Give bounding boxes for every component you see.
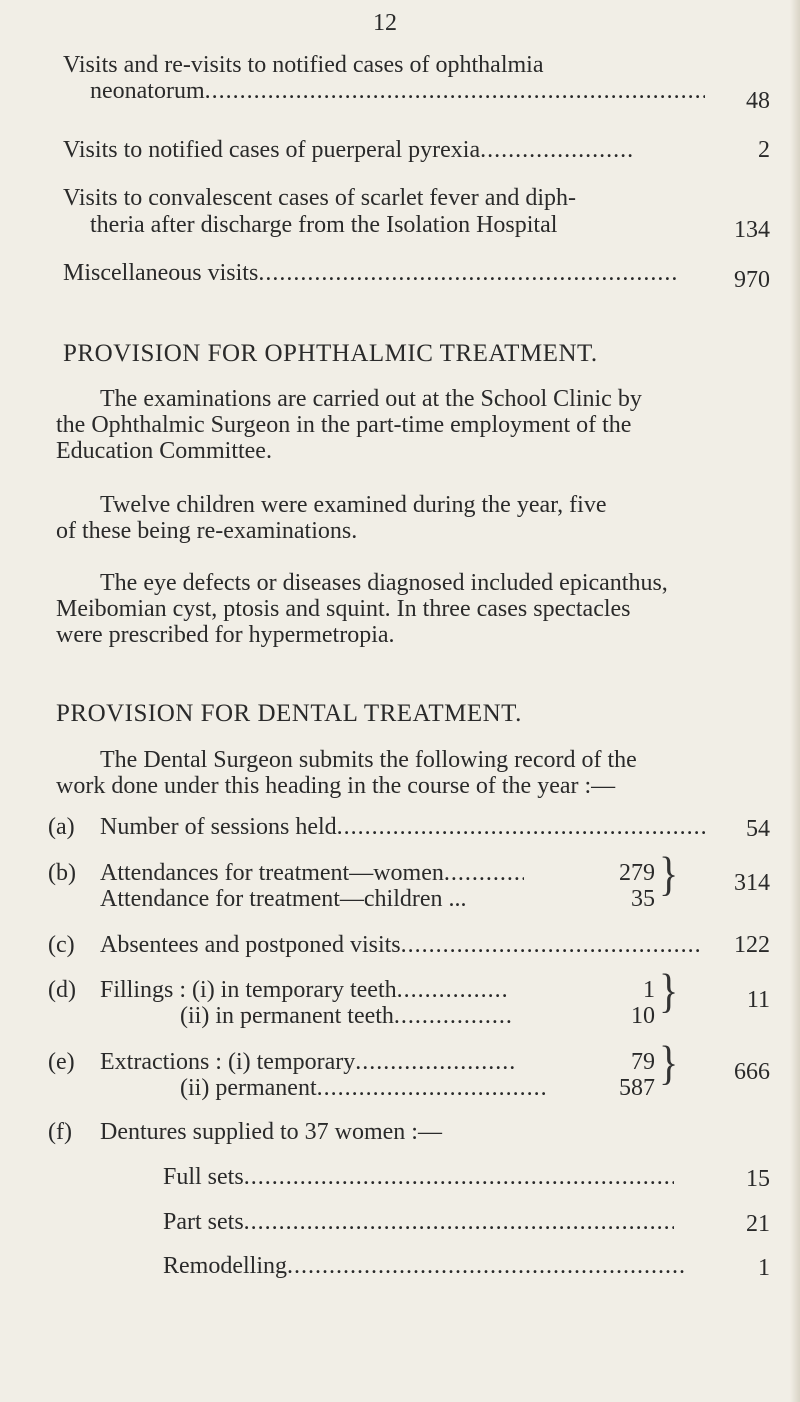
paragraph-line: of these being re-examinations. — [56, 518, 358, 544]
item-subvalue: 279 — [619, 860, 655, 886]
ophthalmic-heading: PROVISION FOR OPHTHALMIC TREATMENT. — [63, 340, 598, 367]
paragraph-line: Twelve children were examined during the year, five — [100, 492, 607, 518]
visit-line — [63, 135, 733, 165]
denture-item-text: Part sets — [163, 1209, 244, 1235]
item-text-value: Absentees and postponed visits — [100, 932, 401, 958]
item-label: (b) — [48, 860, 76, 886]
paragraph-line: Meibomian cyst, ptosis and squint. In three cases spectacles — [56, 596, 631, 622]
item-value: 314 — [734, 870, 770, 896]
item-text — [100, 930, 720, 960]
item-label: (c) — [48, 932, 75, 958]
item-label: (f) — [48, 1119, 72, 1145]
page-edge-shadow — [790, 0, 800, 1402]
item-label: (a) — [48, 814, 75, 840]
item-text-value: Attendances for treatment—women — [100, 860, 444, 886]
item-text — [180, 1073, 620, 1103]
paragraph-line: the Ophthalmic Surgeon in the part-time employment of the — [56, 412, 632, 438]
item-text: Attendance for treatment—children ... — [100, 886, 467, 912]
paragraph-line: Education Committee. — [56, 438, 272, 464]
visit-line: theria after discharge from the Isolation Hospital — [90, 212, 558, 238]
brace-icon: } — [659, 846, 679, 901]
item-subvalue: 587 — [619, 1075, 655, 1101]
visit-line-text: neonatorum — [90, 78, 205, 104]
visit-line — [90, 76, 720, 106]
denture-value: 15 — [746, 1166, 770, 1192]
item-value: 54 — [746, 816, 770, 842]
item-value: 666 — [734, 1059, 770, 1085]
item-text-value: Fillings : (i) in temporary teeth — [100, 977, 397, 1003]
item-text — [180, 1001, 620, 1031]
denture-value: 21 — [746, 1211, 770, 1237]
dental-heading: PROVISION FOR DENTAL TREATMENT. — [56, 700, 522, 727]
visit-line — [63, 258, 733, 288]
paragraph-line: The eye defects or diseases diagnosed included epicanthus, — [100, 570, 668, 596]
item-subvalue: 35 — [631, 886, 655, 912]
visit-value: 48 — [746, 88, 770, 114]
visit-line-text: Visits to notified cases of puerperal pyrexia — [63, 137, 481, 163]
item-label: (d) — [48, 977, 76, 1003]
denture-item — [163, 1162, 723, 1192]
item-text — [100, 812, 720, 842]
item-text-value: (ii) permanent — [180, 1075, 317, 1101]
item-text-value: (ii) in permanent teeth — [180, 1003, 394, 1029]
visit-line-text: Miscellaneous visits — [63, 260, 259, 286]
visit-line: Visits to convalescent cases of scarlet fever and diph- — [63, 185, 577, 211]
brace-icon: } — [659, 1035, 679, 1090]
item-subvalue: 10 — [631, 1003, 655, 1029]
denture-item-text: Full sets — [163, 1164, 244, 1190]
visit-value: 970 — [734, 267, 770, 293]
item-text-value: Extractions : (i) temporary — [100, 1049, 356, 1075]
denture-item-text: Remodelling — [163, 1253, 287, 1279]
item-label: (e) — [48, 1049, 75, 1075]
item-text-value: Attendance for treatment—children — [100, 886, 443, 912]
item-text-value: Number of sessions held — [100, 814, 337, 840]
paragraph-line: The examinations are carried out at the School Clinic by — [100, 386, 642, 412]
paragraph-line: The Dental Surgeon submits the following record of the — [100, 747, 637, 773]
paragraph-line: were prescribed for hypermetropia. — [56, 622, 395, 648]
visit-line: Visits and re-visits to notified cases of ophthalmia — [63, 52, 544, 78]
visit-value: 134 — [734, 217, 770, 243]
item-value: 11 — [746, 987, 770, 1013]
visit-value: 2 — [758, 137, 770, 163]
item-subvalue: 79 — [631, 1049, 655, 1075]
item-value: 122 — [734, 932, 770, 958]
paragraph-line: work done under this heading in the course of the year :— — [56, 773, 616, 799]
brace-icon: } — [659, 963, 679, 1018]
page-number: 12 — [373, 10, 397, 36]
denture-item — [163, 1207, 723, 1237]
item-text: Dentures supplied to 37 women :— — [100, 1119, 442, 1145]
denture-value: 1 — [758, 1255, 770, 1281]
denture-item — [163, 1251, 723, 1281]
item-subvalue: 1 — [643, 977, 655, 1003]
